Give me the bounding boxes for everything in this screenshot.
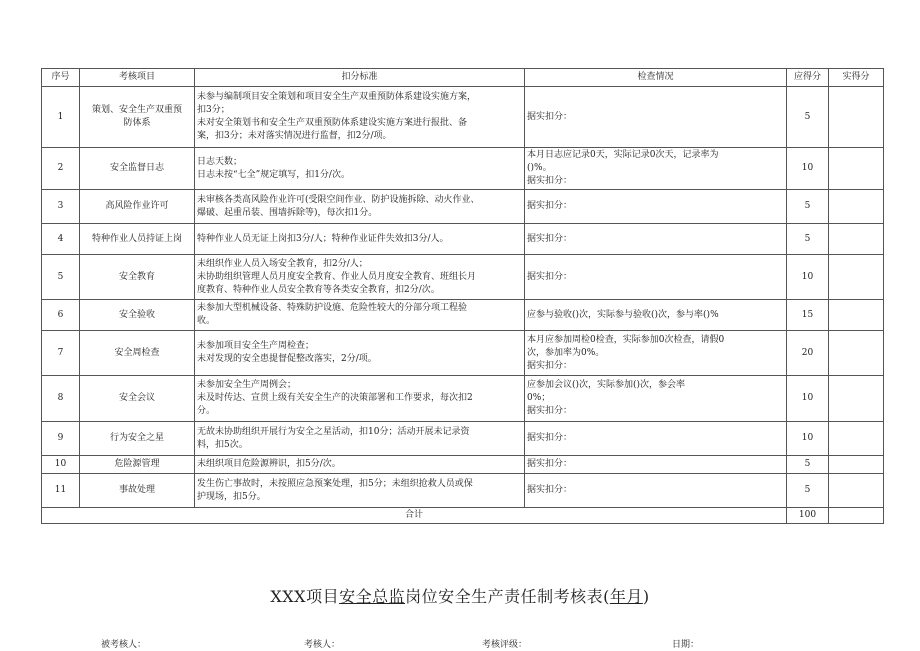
table-row [42, 422, 884, 456]
row-score: 5 [787, 87, 829, 148]
table-row [42, 331, 884, 376]
row-check-line: ()%。 [527, 163, 552, 173]
table-row [42, 190, 884, 224]
row-no: 2 [42, 148, 80, 190]
row-criteria-line: 日志未按“七全”规定填写，扣1分/次。 [197, 169, 350, 180]
footer-assessee: 被考核人： [101, 640, 147, 650]
total-score: 100 [787, 508, 829, 524]
table-row [42, 376, 884, 422]
row-check-line: 据实扣分： [527, 433, 573, 443]
row-criteria [195, 300, 525, 331]
row-criteria [195, 422, 525, 456]
row-actual-score[interactable] [829, 422, 884, 456]
row-item [80, 422, 195, 456]
row-criteria-line: 未对发现的安全患提督促整改落实，2分/项。 [197, 354, 377, 364]
row-item-line: 安全教育 [118, 271, 155, 282]
row-item [80, 255, 195, 300]
row-check-line: 次，参加率为0%。 [527, 347, 605, 358]
row-criteria-line: 特种作业人员无证上岗扣3分/人；特种作业证件失效扣3分/人。 [197, 233, 449, 244]
row-criteria-line: 未组织作业人员入场安全教育，扣2分/人； [197, 258, 368, 269]
row-criteria [195, 190, 525, 224]
row-criteria-line: 未对安全策划书和安全生产双重预防体系建设实施方案进行报批、备 [197, 118, 468, 128]
table-row [42, 148, 884, 190]
header-score: 应得分 [787, 69, 829, 87]
row-criteria-line: 未组织项目危险源辨识，扣5分/次。 [197, 459, 341, 469]
header-row [42, 69, 884, 87]
header-criteria: 扣分标准 [195, 69, 525, 87]
table-row [42, 87, 884, 148]
header-no: 序号 [42, 69, 80, 87]
row-check-line: 应参与验收()次，实际参与验收()次，参与率()% [527, 309, 719, 320]
title-period: 年月 [609, 587, 643, 606]
row-criteria [195, 456, 525, 474]
row-item [80, 456, 195, 474]
row-score: 10 [787, 376, 829, 422]
row-criteria [195, 148, 525, 190]
footer-rating: 考核评级： [482, 640, 528, 650]
row-item [80, 224, 195, 255]
row-item [80, 376, 195, 422]
row-no: 4 [42, 224, 80, 255]
row-no: 9 [42, 422, 80, 456]
row-actual-score[interactable] [829, 456, 884, 474]
row-check[interactable] [525, 331, 787, 376]
row-criteria-line: 未参加项目安全生产周检查； [197, 341, 315, 351]
row-criteria [195, 331, 525, 376]
row-actual-score[interactable] [829, 255, 884, 300]
row-actual-score[interactable] [829, 331, 884, 376]
row-item [80, 300, 195, 331]
row-item-line: 安全监督日志 [109, 163, 164, 173]
row-criteria-line: 料，扣5次。 [197, 439, 248, 450]
row-check-line: 据实扣分： [527, 176, 573, 186]
row-check-line: 应参加会议()次，实际参加()次，参会率 [527, 380, 686, 390]
row-score: 5 [787, 456, 829, 474]
row-criteria-line: 未审核各类高风险作业许可(受限空间作业、防护设施拆除、动火作业、 [197, 194, 480, 205]
row-no: 6 [42, 300, 80, 331]
row-score: 5 [787, 474, 829, 508]
row-criteria [195, 224, 525, 255]
row-check-line: 据实扣分： [527, 360, 573, 371]
row-check-line: 0%； [527, 393, 551, 403]
row-item-line: 行为安全之星 [109, 433, 164, 443]
row-item [80, 190, 195, 224]
row-score: 5 [787, 224, 829, 255]
row-criteria-line: 未参与编制项目安全策划和项目安全生产双重预防体系建设实施方案， [197, 92, 477, 102]
row-score: 20 [787, 331, 829, 376]
row-item [80, 87, 195, 148]
header-item: 考核项目 [80, 69, 195, 87]
page-title [0, 584, 920, 607]
row-actual-score[interactable] [829, 148, 884, 190]
table-row [42, 255, 884, 300]
title-project: XXX项目 [270, 587, 340, 606]
row-criteria [195, 474, 525, 508]
row-check-line: 本月日志应记录0天，实际记录0次天，记录率为 [527, 150, 719, 160]
title-end: ) [642, 587, 650, 606]
row-criteria [195, 255, 525, 300]
row-criteria-line: 未参加安全生产周例会； [197, 380, 297, 390]
row-check[interactable] [525, 422, 787, 456]
table-row [42, 474, 884, 508]
row-criteria-line: 日志天数； [197, 156, 243, 167]
row-no: 7 [42, 331, 80, 376]
footer-assessor: 考核人： [304, 640, 341, 650]
row-check-line: 据实扣分： [527, 111, 573, 122]
header-check: 检查情况 [525, 69, 787, 87]
row-item [80, 148, 195, 190]
row-no: 8 [42, 376, 80, 422]
row-actual-score[interactable] [829, 376, 884, 422]
row-criteria-line: 爆破、起重吊装、围墙拆除等)，每次扣1分。 [197, 207, 378, 218]
row-actual-score[interactable] [829, 224, 884, 255]
title-role: 安全总监 [339, 587, 406, 606]
row-no: 3 [42, 190, 80, 224]
row-check-line: 本月应参加周检0检查，实际参加0次检查，请假0 [527, 334, 725, 345]
row-criteria-line: 未参加大型机械设备、特殊防护设施、危险性较大的分部分项工程验 [197, 303, 468, 313]
row-criteria [195, 376, 525, 422]
row-check[interactable] [525, 255, 787, 300]
row-item-line: 安全验收 [118, 309, 155, 320]
row-item-line: 特种作业人员持证上岗 [91, 233, 182, 244]
row-item-line: 高风险作业许可 [105, 201, 169, 211]
row-criteria-line: 案，扣3分；未对落实情况进行监督，扣2分/项。 [197, 131, 392, 141]
row-criteria [195, 87, 525, 148]
row-criteria-line: 未协助组织管理人员月度安全教育、作业人员月度安全教育、班组长月 [197, 271, 477, 282]
row-check[interactable] [525, 300, 787, 331]
row-criteria-line: 未及时传达、宣贯上级有关安全生产的决策部署和工作要求，每次扣2 [197, 393, 473, 403]
row-actual-score[interactable] [829, 87, 884, 148]
row-score: 10 [787, 255, 829, 300]
row-criteria-line: 度教育、特种作业人员安全教育等各类安全教育，扣2分/次。 [197, 284, 440, 295]
row-criteria-line: 分。 [197, 406, 216, 416]
title-main: 岗位安全生产责任制考核表( [405, 587, 610, 606]
row-item [80, 331, 195, 376]
table-row [42, 456, 884, 474]
total-label: 合计 [42, 508, 787, 524]
row-check[interactable] [525, 456, 787, 474]
row-check[interactable] [525, 224, 787, 255]
row-check-line: 据实扣分： [527, 459, 573, 469]
row-criteria-line: 无故未协助组织开展行为安全之星活动，扣10分；活动开展未记录资 [197, 426, 470, 437]
table-row [42, 224, 884, 255]
row-check-line: 据实扣分： [527, 201, 573, 211]
row-check-line: 据实扣分： [527, 485, 573, 495]
row-item-line: 安全会议 [118, 393, 155, 403]
row-check-line: 据实扣分： [527, 271, 573, 282]
row-check[interactable] [525, 474, 787, 508]
row-item-line: 防体系 [123, 118, 151, 128]
total-row [42, 508, 884, 524]
row-score: 10 [787, 148, 829, 190]
row-item-line: 事故处理 [118, 485, 155, 495]
header-actual: 实得分 [829, 69, 884, 87]
row-no: 5 [42, 255, 80, 300]
row-actual-score[interactable] [829, 300, 884, 331]
row-no: 11 [42, 474, 80, 508]
row-item-line: 策划、安全生产双重预 [91, 105, 182, 115]
row-check[interactable] [525, 87, 787, 148]
row-item-line: 危险源管理 [114, 459, 160, 469]
row-score: 15 [787, 300, 829, 331]
row-no: 10 [42, 456, 80, 474]
row-check-line: 据实扣分： [527, 233, 573, 244]
assessment-table [41, 68, 884, 524]
footer-date: 日期： [672, 640, 700, 650]
row-item-line: 安全周检查 [114, 347, 160, 358]
row-score: 10 [787, 422, 829, 456]
row-check[interactable] [525, 148, 787, 190]
row-criteria-line: 发生伤亡事故时，未按照应急预案处理，扣5分；未组织抢救人员或保 [197, 478, 473, 489]
row-criteria-line: 扣3分； [197, 105, 230, 115]
row-score: 5 [787, 190, 829, 224]
row-criteria-line: 收。 [197, 316, 216, 326]
row-no: 1 [42, 87, 80, 148]
row-check[interactable] [525, 376, 787, 422]
row-criteria-line: 护现场，扣5分。 [197, 491, 266, 502]
table-row [42, 300, 884, 331]
row-item [80, 474, 195, 508]
row-check-line: 据实扣分： [527, 406, 573, 416]
row-actual-score[interactable] [829, 474, 884, 508]
total-actual-score[interactable] [829, 508, 884, 524]
row-check[interactable] [525, 190, 787, 224]
row-actual-score[interactable] [829, 190, 884, 224]
